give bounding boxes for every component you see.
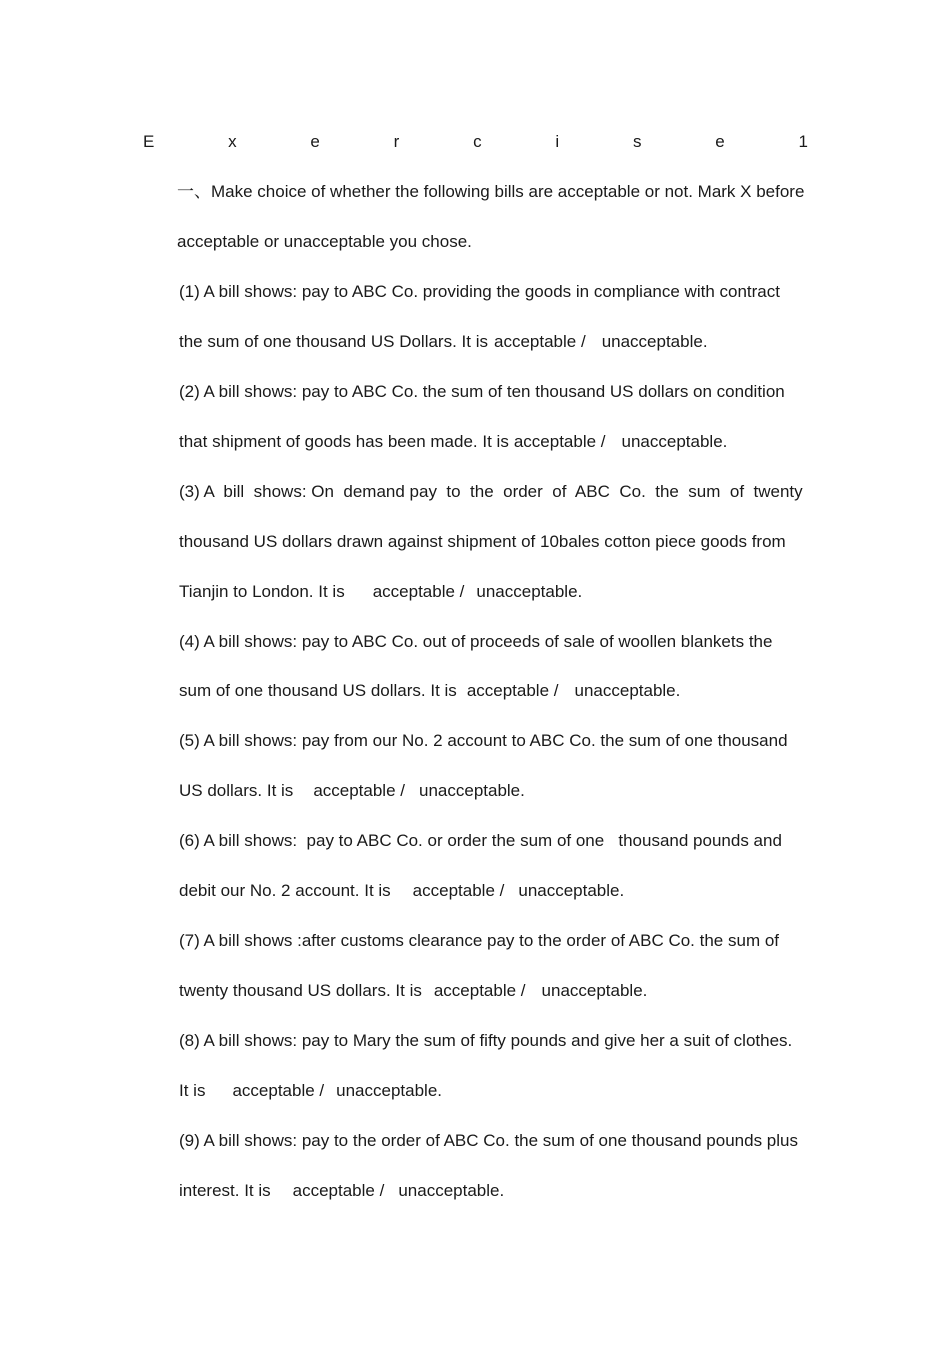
question-3-text-2: thousand US dollars drawn against shipment of 10bales cotton piece goods from: [179, 532, 786, 551]
option-unacceptable[interactable]: unacceptable.: [476, 582, 583, 601]
question-6-prefix: debit our No. 2 account. It is: [179, 881, 391, 900]
option-acceptable[interactable]: acceptable /: [372, 582, 465, 601]
option-acceptable[interactable]: acceptable /: [313, 781, 405, 800]
title-letter: e: [715, 132, 725, 151]
question-3-prefix: Tianjin to London. It is: [179, 582, 345, 601]
question-5-prefix: US dollars. It is: [179, 781, 294, 800]
question-2-text: (2) A bill shows: pay to ABC Co. the sum of ten thousand US dollars on condition: [179, 382, 785, 401]
question-7-text: (7) A bill shows :after customs clearance pay to the order of ABC Co. the sum of: [179, 931, 780, 950]
question-6-answer-line: [179, 880, 624, 902]
question-4-text: (4) A bill shows: pay to ABC Co. out of proceeds of sale of woollen blankets the: [179, 632, 773, 651]
option-unacceptable[interactable]: unacceptable.: [541, 981, 648, 1000]
option-acceptable[interactable]: acceptable /: [466, 681, 559, 700]
title-letter: E: [143, 132, 155, 151]
question-8-prefix: It is: [179, 1081, 206, 1100]
option-unacceptable[interactable]: unacceptable.: [574, 681, 681, 700]
option-unacceptable[interactable]: unacceptable.: [398, 1181, 505, 1200]
question-6-text: (6) A bill shows: pay to ABC Co. or order the sum of one thousand pounds and: [179, 831, 782, 850]
question-4-answer-line: [179, 680, 680, 702]
question-5-answer-line: [179, 780, 525, 802]
question-2-answer-line: [179, 431, 727, 453]
question-7-answer-line: [179, 980, 647, 1002]
title-letter: r: [393, 132, 400, 151]
question-9-answer-line: [179, 1180, 504, 1202]
question-8-answer-line: [179, 1080, 442, 1102]
question-3-answer-line: [179, 581, 582, 603]
exercise-title: [143, 131, 808, 153]
option-acceptable[interactable]: acceptable /: [433, 981, 526, 1000]
question-7-prefix: twenty thousand US dollars. It is: [179, 981, 422, 1000]
question-9-prefix: interest. It is: [179, 1181, 271, 1200]
title-letter: 1: [798, 132, 808, 151]
title-letter: s: [632, 132, 642, 151]
option-acceptable[interactable]: acceptable /: [513, 432, 606, 451]
option-unacceptable[interactable]: unacceptable.: [601, 332, 708, 351]
question-4-prefix: sum of one thousand US dollars. It is: [179, 681, 457, 700]
title-letter: c: [473, 132, 482, 151]
question-3-text: (3) A bill shows: On demand pay to the order of ABC Co. the sum of twenty: [179, 482, 803, 501]
instruction-line-2: acceptable or unacceptable you chose.: [177, 232, 472, 251]
option-unacceptable[interactable]: unacceptable.: [518, 881, 625, 900]
question-1-text: (1) A bill shows: pay to ABC Co. providing the goods in compliance with contract: [179, 282, 780, 301]
title-letter: e: [310, 132, 320, 151]
option-acceptable[interactable]: acceptable /: [292, 1181, 385, 1200]
option-acceptable[interactable]: acceptable /: [232, 1081, 325, 1100]
question-2-prefix: that shipment of goods has been made. It is: [179, 432, 509, 451]
question-1-answer-line: [179, 331, 708, 353]
option-acceptable[interactable]: acceptable /: [412, 881, 505, 900]
option-unacceptable[interactable]: unacceptable.: [336, 1081, 443, 1100]
question-8-text: (8) A bill shows: pay to Mary the sum of fifty pounds and give her a suit of clothes.: [179, 1031, 793, 1050]
title-letter: i: [555, 132, 560, 151]
title-letter: x: [228, 132, 237, 151]
question-1-prefix: the sum of one thousand US Dollars. It is: [179, 332, 488, 351]
instruction-line-1: 一、Make choice of whether the following bills are acceptable or not. Mark X before: [177, 182, 805, 201]
question-9-text: (9) A bill shows: pay to the order of ABC Co. the sum of one thousand pounds plus: [179, 1131, 798, 1150]
option-unacceptable[interactable]: unacceptable.: [419, 781, 525, 800]
question-5-text: (5) A bill shows: pay from our No. 2 account to ABC Co. the sum of one thousand: [179, 731, 788, 750]
option-unacceptable[interactable]: unacceptable.: [621, 432, 728, 451]
option-acceptable[interactable]: acceptable /: [494, 332, 586, 351]
